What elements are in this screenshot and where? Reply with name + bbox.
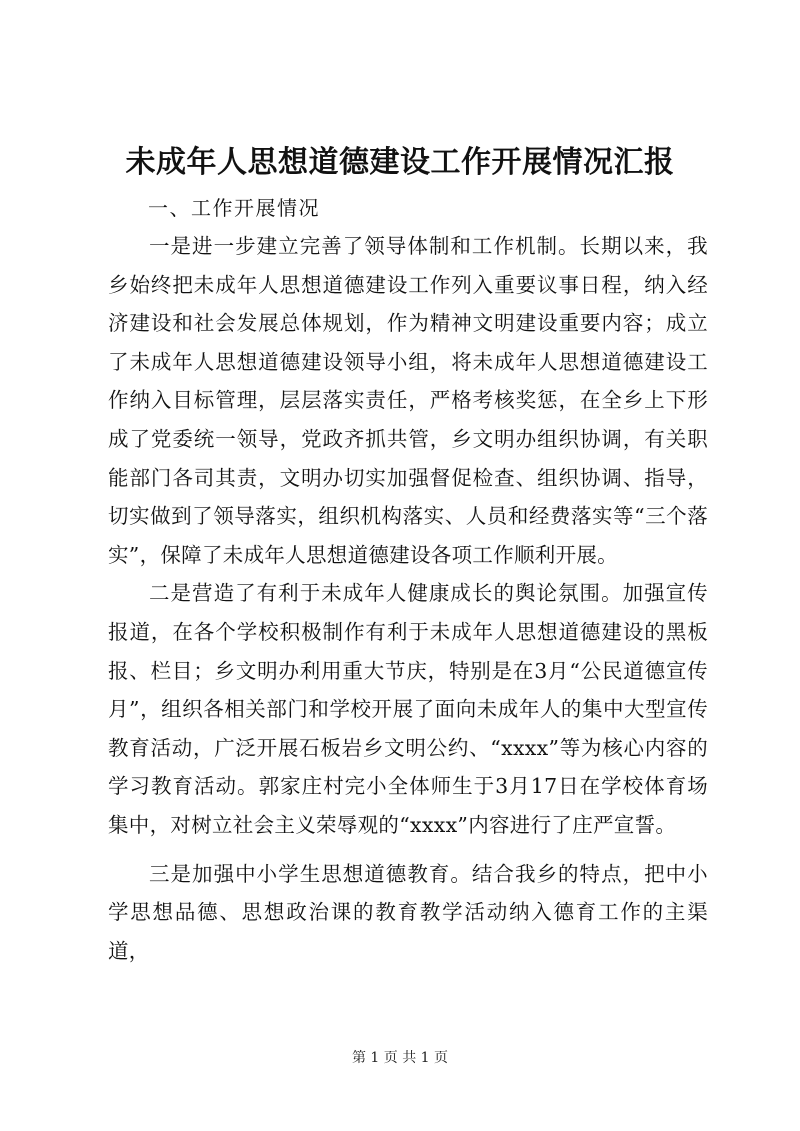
document-body bbox=[108, 189, 708, 970]
paragraph-3: 三是加强中小学生思想道德教育。结合我乡的特点，把中小学思想品德、思想政治课的教育教学活动纳入德育工作的主渠道， bbox=[108, 861, 708, 963]
page-footer: 第 1 页 共 1 页 bbox=[351, 1050, 449, 1066]
paragraph-2: 二是营造了有利于未成年人健康成长的舆论氛围。加强宣传报道，在各个学校积极制作有利于未成年人思想道德建设的黑板报、栏目；乡文明办利用重大节庆，特别是在3月“公民道德宣传月”，组织各相关部门和学校开展了面向未成年人的集中大型宣传教育活动，广泛开展石板岩乡文明公约、“xxxx”等为核心内容的学习教育活动。郭家庄村完小全体师生于3月17日在学校体育场集中，对树立社会主义荣辱观的“xxxx”内容进行了庄严宣誓。 bbox=[108, 581, 708, 837]
document-title: 未成年人思想道德建设工作开展情况汇报 bbox=[125, 145, 675, 180]
paragraph-1: 一是进一步建立完善了领导体制和工作机制。长期以来，我乡始终把未成年人思想道德建设工作列入重要议事日程，纳入经济建设和社会发展总体规划，作为精神文明建设重要内容；成立了未成年人思想道德建设领导小组，将未成年人思想道德建设工作纳入目标管理，层层落实责任，严格考核奖惩，在全乡上下形成了党委统一领导，党政齐抓共管，乡文明办组织协调，有关职能部门各司其责，文明办切实加强督促检查、组织协调、指导，切实做到了领导落实，组织机构落实、人员和经费落实等“三个落实”，保障了未成年人思想道德建设各项工作顺利开展。 bbox=[108, 234, 708, 567]
section-heading: 一、工作开展情况 bbox=[148, 196, 320, 220]
